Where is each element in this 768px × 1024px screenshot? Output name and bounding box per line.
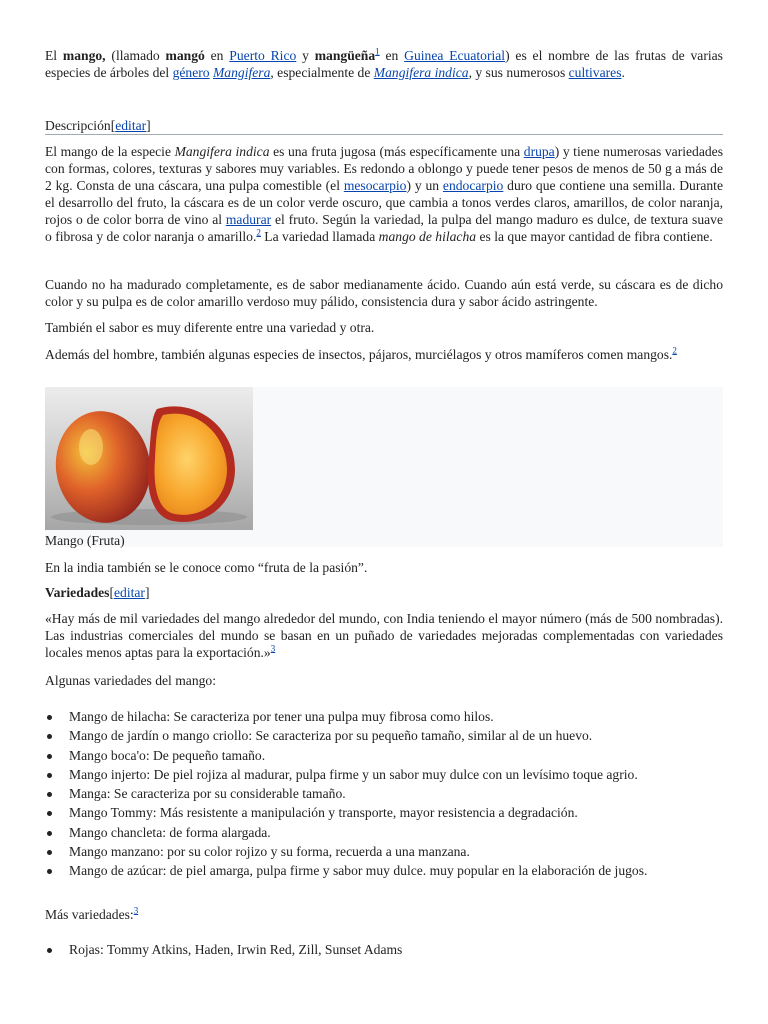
list-item: Mango de hilacha: Se caracteriza por tener una pulpa muy fibrosa como hilos.: [45, 707, 723, 726]
link-cultivares[interactable]: cultivares: [568, 65, 622, 80]
link-mangifera[interactable]: Mangifera: [212, 65, 271, 80]
link-mangifera-indica[interactable]: Mangifera indica: [373, 65, 469, 80]
figure-box: [45, 387, 723, 547]
term-mango: mango,: [62, 48, 106, 63]
quote-paragraph: «Hay más de mil variedades del mango alrededor del mundo, con India teniendo el mayor número (más de 500 nombradas). Las industrias comerciales del mundo se basan en un puñado de variedades mejoradas complementadas con variedades locales menos aptas para la exportación.»$^3$: [45, 611, 723, 660]
description-paragraph-4: Además del hombre, también algunas especies de insectos, pájaros, murciélagos y otros mamíferos comen mangos.$^2$: [45, 345, 677, 362]
link-puerto-rico[interactable]: Puerto Rico: [229, 48, 297, 63]
description-paragraph-2: Cuando no ha madurado completamente, es de sabor medianamente ácido. Cuando aún está verde, su cáscara es de dicho color y su pulpa es de color amarillo verdoso muy pálido, consistencia dura y sabor ácido astringente.: [45, 277, 723, 309]
ref-2b[interactable]: 2: [672, 345, 677, 356]
section-title: Variedades: [45, 585, 110, 600]
link-endocarpio[interactable]: endocarpio: [442, 178, 504, 193]
description-paragraph-1: El mango de la especie Mangifera indica es una fruta jugosa (más específicamente una drupa) y tiene numerosas variedades con formas, colores, texturas y sabores muy variables. Es redondo a oblongo y puede tener pesos de menos de 50 g a más de 2 kg. Consta de una cáscara, una pulpa comestible (el mesocarpio) y un endocarpio duro que contiene una semilla. Durante el desarrollo del fruto, la cáscara es de un color verde oscuro, que cambia a tonos verdes claros, amarillos, de color naranja, rojos o de color borra de vino al madurar el fruto. Según la variedad, la pulpa del mango maduro es dulce, de textura suave o fibrosa y de color naranja o amarillo.$^2$ La variedad llamada mango de hilacha es la que mayor cantidad de fibra contiene.: [45, 144, 723, 244]
figure-caption: Mango (Fruta): [45, 533, 125, 548]
list-item: Mango chancleta: de forma alargada.: [45, 823, 723, 842]
link-guinea-ecuatorial[interactable]: Guinea Ecuatorial: [404, 48, 506, 63]
intro-paragraph: El mango, (llamado mangó en Puerto Rico y mangüeña$^1$ en Guinea Ecuatorial) es el nombre de las frutas de varias especies de árboles del género Mangifera, especialmente de Mangifera indica, y sus numerosos cultivares.: [45, 46, 723, 80]
varieties-intro: Algunas variedades del mango:: [45, 673, 217, 688]
ref-3b[interactable]: 3: [133, 905, 139, 916]
list-item: Mango boca'o: De pequeño tamaño.: [45, 746, 723, 765]
edit-link[interactable]: editar: [115, 118, 147, 133]
term-manguena: mangüeña: [314, 48, 376, 63]
ref-2[interactable]: 2: [256, 227, 261, 238]
description-paragraph-3: También el sabor es muy diferente entre una variedad y otra.: [45, 320, 375, 335]
varieties-list: [45, 707, 723, 881]
list-item: Mango de azúcar: de piel amarga, pulpa firme y sabor muy dulce. muy popular en la elaboración de jugos.: [45, 861, 723, 880]
section-heading-descripcion: Descripción[editar]: [45, 118, 151, 133]
ref-3[interactable]: 3: [270, 643, 276, 654]
link-genero[interactable]: género: [172, 65, 210, 80]
ref-1[interactable]: 1: [375, 46, 380, 57]
list-item: Mango de jardín o mango criollo: Se caracteriza por su pequeño tamaño, similar al de un huevo.: [45, 726, 723, 745]
link-drupa[interactable]: drupa: [523, 144, 555, 159]
list-item: Rojas: Tommy Atkins, Haden, Irwin Red, Zill, Sunset Adams: [45, 940, 723, 959]
india-paragraph: En la india también se le conoce como “fruta de la pasión”.: [45, 560, 368, 575]
section-heading-variedades: Variedades[editar]: [45, 585, 150, 600]
more-varieties-label: Más variedades:$^3$: [45, 905, 139, 922]
list-item: Mango Tommy: Más resistente a manipulación y transporte, mayor resistencia a degradación.: [45, 803, 723, 822]
more-varieties-list: [45, 940, 723, 959]
link-mesocarpio[interactable]: mesocarpio: [343, 178, 407, 193]
term-mango-pr: mangó: [165, 48, 205, 63]
mango-fruit-image: [45, 387, 253, 530]
section-title: Descripción: [45, 118, 111, 133]
link-madurar[interactable]: madurar: [225, 212, 272, 227]
list-item: Mango manzano: por su color rojizo y su forma, recuerda a una manzana.: [45, 842, 723, 861]
edit-link[interactable]: editar: [113, 585, 145, 600]
list-item: Manga: Se caracteriza por su considerable tamaño.: [45, 784, 723, 803]
mango-photo[interactable]: [45, 387, 253, 530]
section-divider: [45, 134, 723, 135]
list-item: Mango injerto: De piel rojiza al madurar, pulpa firme y un sabor muy dulce con un levísimo toque agrio.: [45, 765, 723, 784]
